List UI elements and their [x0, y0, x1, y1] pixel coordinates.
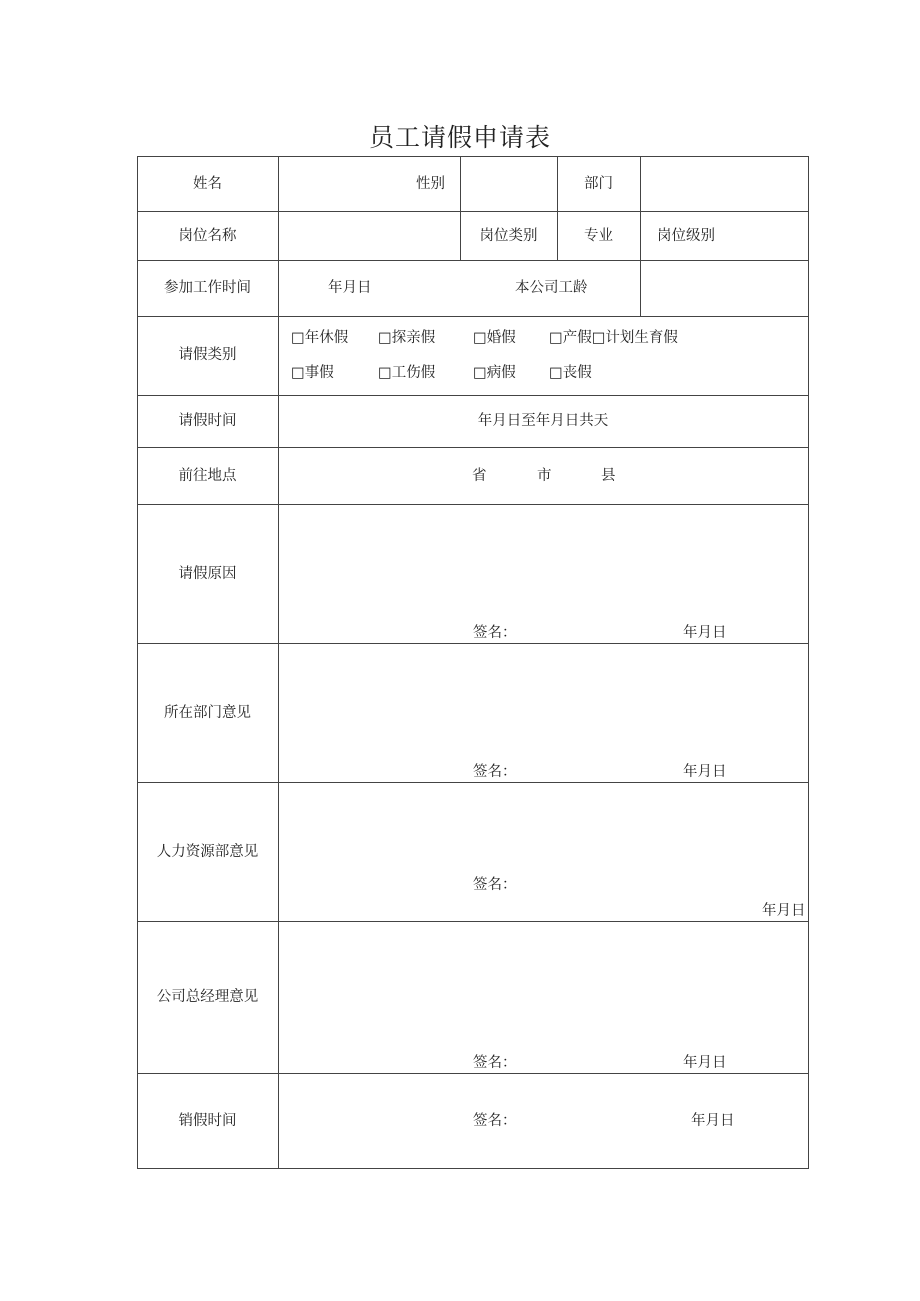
- row-divider: [137, 1073, 809, 1074]
- row-divider: [137, 395, 809, 396]
- hr-opinion-label: 人力资源部意见: [156, 844, 259, 860]
- bereavement-leave-checkbox[interactable]: □丧假: [549, 365, 592, 381]
- label-column-divider: [278, 156, 279, 1168]
- gm-sign-label: 签名：: [473, 1055, 517, 1071]
- marriage-leave-checkbox[interactable]: □婚假: [473, 330, 516, 346]
- leave-time-label: 请假时间: [178, 413, 237, 429]
- cancel-date-label: 年月日: [691, 1113, 735, 1129]
- county-label: 县: [601, 468, 616, 484]
- row-divider: [137, 643, 809, 644]
- row-divider: [137, 504, 809, 505]
- leave-time-value: 年月日至年月日共天: [477, 413, 609, 429]
- row-divider: [137, 921, 809, 922]
- gender-label: 性别: [416, 176, 445, 192]
- maternity-family-planning-checkbox[interactable]: □产假□计划生育假: [549, 330, 678, 346]
- hr-sign-label: 签名：: [473, 877, 517, 893]
- work-start-label: 参加工作时间: [164, 280, 251, 296]
- name-label: 姓名: [193, 176, 222, 192]
- department-label: 部门: [584, 176, 613, 192]
- family-visit-leave-checkbox[interactable]: □探亲假: [378, 330, 436, 346]
- row-divider: [137, 211, 809, 212]
- row-divider: [137, 782, 809, 783]
- gm-date-label: 年月日: [683, 1055, 727, 1071]
- row-divider: [137, 316, 809, 317]
- major-label: 专业: [584, 228, 613, 244]
- injury-leave-checkbox[interactable]: □工伤假: [378, 365, 436, 381]
- annual-leave-checkbox[interactable]: □年休假: [291, 330, 349, 346]
- table-border-top: [137, 156, 809, 157]
- destination-label: 前往地点: [178, 468, 237, 484]
- sick-leave-checkbox[interactable]: □病假: [473, 365, 516, 381]
- gm-opinion-label: 公司总经理意见: [156, 989, 259, 1005]
- position-name-label: 岗位名称: [178, 228, 237, 244]
- hr-date-label: 年月日: [762, 903, 806, 919]
- cancel-time-label: 销假时间: [178, 1113, 237, 1129]
- column-divider: [640, 156, 641, 316]
- row-divider: [137, 447, 809, 448]
- city-label: 市: [537, 468, 552, 484]
- dept-opinion-label: 所在部门意见: [164, 705, 251, 721]
- table-border-right: [808, 156, 809, 1168]
- reason-sign-label: 签名：: [473, 625, 517, 641]
- personal-leave-checkbox[interactable]: □事假: [291, 365, 334, 381]
- cancel-sign-label: 签名：: [473, 1113, 517, 1129]
- table-border-left: [137, 156, 138, 1168]
- dept-date-label: 年月日: [683, 764, 727, 780]
- position-grade-label: 岗位级别: [657, 228, 715, 244]
- reason-label: 请假原因: [178, 566, 237, 582]
- province-label: 省: [472, 468, 487, 484]
- table-border-bottom: [137, 1168, 809, 1169]
- position-category-label: 岗位类别: [479, 228, 538, 244]
- leave-type-label: 请假类别: [178, 347, 237, 363]
- page-title: 员工请假申请表: [368, 123, 551, 152]
- reason-date-label: 年月日: [683, 625, 727, 641]
- seniority-label: 本公司工龄: [515, 280, 588, 296]
- row-divider: [137, 260, 809, 261]
- dept-sign-label: 签名：: [473, 764, 517, 780]
- work-start-date: 年月日: [328, 280, 372, 296]
